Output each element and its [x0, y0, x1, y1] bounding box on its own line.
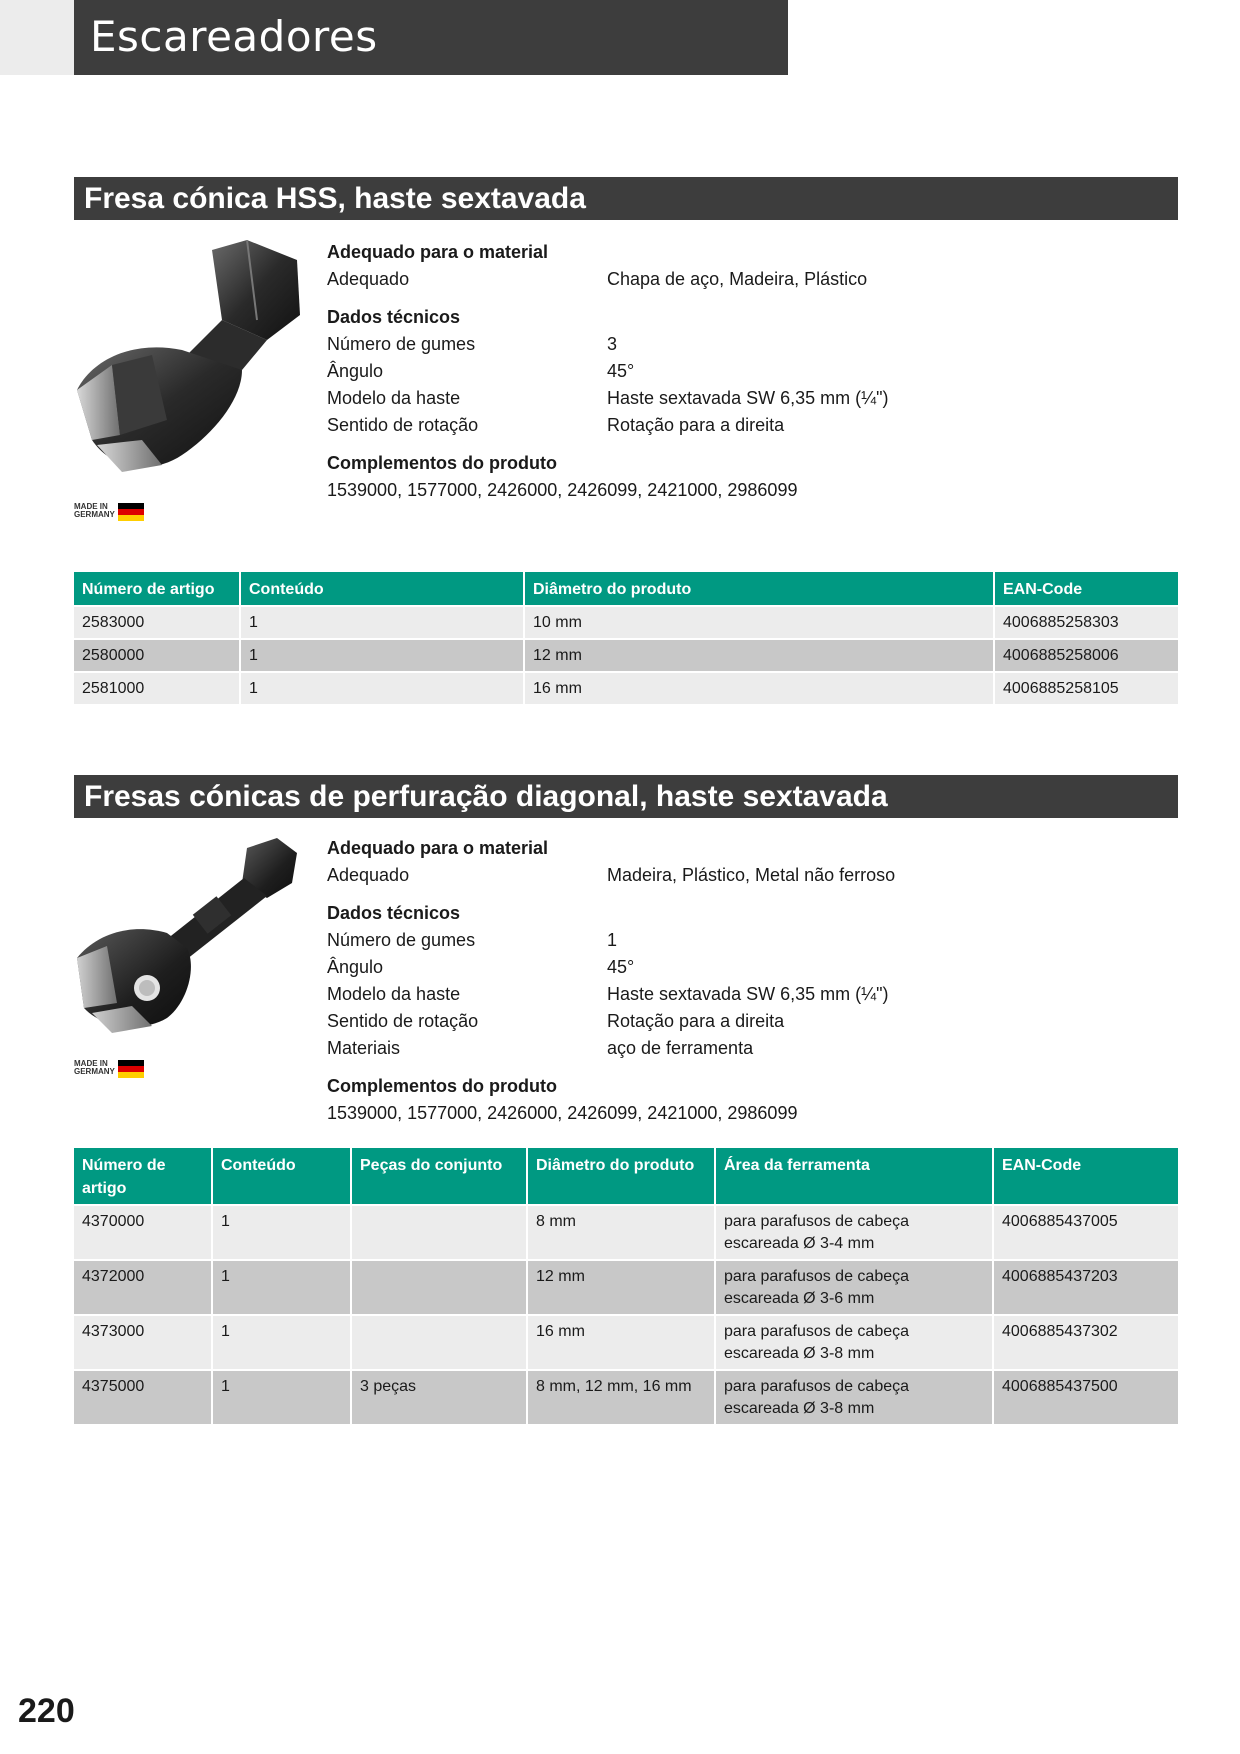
cell: 8 mm, 12 mm, 16 mm	[527, 1370, 715, 1424]
col-article-number: Número de artigo	[74, 1148, 212, 1205]
spec-label: Número de gumes	[327, 334, 476, 354]
material-heading: Adequado para o material	[327, 838, 549, 858]
made-in-germany-label-1: MADE IN GERMANY	[74, 502, 115, 519]
cell: 3 peças	[351, 1370, 527, 1424]
cell: 4006885258303	[994, 606, 1178, 639]
cell: 4370000	[74, 1205, 212, 1260]
col-content: Conteúdo	[240, 572, 524, 606]
cell: 1	[240, 606, 524, 639]
cell: 4006885258105	[994, 672, 1178, 704]
cell	[351, 1205, 527, 1260]
cell: 4375000	[74, 1370, 212, 1424]
cell: 2580000	[74, 639, 240, 672]
col-tool-area: Área da ferramenta	[715, 1148, 993, 1205]
spec-row	[327, 331, 889, 358]
spec-value: Rotação para a direita	[607, 415, 785, 435]
cell: 2583000	[74, 606, 240, 639]
section-2-table	[74, 1148, 1178, 1424]
made-in-germany-label-2: MADE IN GERMANY	[74, 1059, 115, 1076]
spec-row	[327, 954, 895, 981]
spec-row	[327, 385, 889, 412]
countersink-hss-image	[72, 240, 302, 480]
complements-heading: Complementos do produto	[327, 453, 557, 473]
spec-row	[327, 358, 889, 385]
spec-label: Modelo da haste	[327, 984, 461, 1004]
complements-heading: Complementos do produto	[327, 1076, 557, 1096]
section-1-table	[74, 572, 1178, 704]
spec-value: Madeira, Plástico, Metal não ferroso	[607, 865, 896, 885]
cell	[351, 1260, 527, 1315]
complements-list: 1539000, 1577000, 2426000, 2426099, 2421000, 2986099	[327, 1103, 798, 1123]
germany-flag-icon	[118, 503, 144, 521]
cell: 16 mm	[527, 1315, 715, 1370]
spec-row	[327, 1035, 895, 1062]
cell: 1	[212, 1205, 351, 1260]
cell: 1	[212, 1260, 351, 1315]
spec-value: aço de ferramenta	[607, 1038, 754, 1058]
col-ean: EAN-Code	[993, 1148, 1178, 1205]
spec-value: 45°	[607, 957, 635, 977]
spec-row	[327, 981, 895, 1008]
cell: 4006885437203	[993, 1260, 1178, 1315]
spec-row	[327, 1008, 895, 1035]
spec-label: Sentido de rotação	[327, 1011, 479, 1031]
spec-row	[327, 862, 895, 889]
tech-heading: Dados técnicos	[327, 307, 461, 327]
cell: 12 mm	[524, 639, 994, 672]
cell: para parafusos de cabeça escareada Ø 3-8 mm	[715, 1370, 993, 1424]
section-1-title: Fresa cónica HSS, haste sextavada	[74, 177, 1178, 220]
cell: 1	[240, 672, 524, 704]
chapter-title: Escareadores	[74, 0, 788, 75]
cell: 1	[212, 1315, 351, 1370]
col-diameter: Diâmetro do produto	[524, 572, 994, 606]
spec-row	[327, 266, 889, 293]
spec-label: Modelo da haste	[327, 388, 461, 408]
table-row	[74, 1260, 1178, 1315]
cell: 10 mm	[524, 606, 994, 639]
col-ean: EAN-Code	[994, 572, 1178, 606]
corner-tab	[0, 0, 74, 75]
spec-value: Rotação para a direita	[607, 1011, 785, 1031]
section-2-specs	[327, 835, 895, 1127]
cell: 4373000	[74, 1315, 212, 1370]
page-number: 220	[18, 1692, 75, 1730]
spec-label: Sentido de rotação	[327, 415, 479, 435]
cell: 16 mm	[524, 672, 994, 704]
section-2-title: Fresas cónicas de perfuração diagonal, haste sextavada	[74, 775, 1178, 818]
col-set-pieces: Peças do conjunto	[351, 1148, 527, 1205]
spec-row	[327, 927, 895, 954]
table-header-row	[74, 572, 1178, 606]
spec-label: Adequado	[327, 269, 410, 289]
germany-flag-icon	[118, 1060, 144, 1078]
cell: 4006885437302	[993, 1315, 1178, 1370]
col-article-number: Número de artigo	[74, 572, 240, 606]
cell: 4006885437005	[993, 1205, 1178, 1260]
cell: 8 mm	[527, 1205, 715, 1260]
tech-heading: Dados técnicos	[327, 903, 461, 923]
spec-value: 1	[607, 930, 618, 950]
spec-value: Haste sextavada SW 6,35 mm (¼")	[607, 984, 889, 1004]
spec-label: Adequado	[327, 865, 410, 885]
spec-value: Haste sextavada SW 6,35 mm (¼")	[607, 388, 889, 408]
table-header-row	[74, 1148, 1178, 1205]
cell: 2581000	[74, 672, 240, 704]
cell: 1	[240, 639, 524, 672]
col-diameter: Diâmetro do produto	[527, 1148, 715, 1205]
spec-label: Número de gumes	[327, 930, 476, 950]
spec-value: Chapa de aço, Madeira, Plástico	[607, 269, 868, 289]
cell: para parafusos de cabeça escareada Ø 3-8 mm	[715, 1315, 993, 1370]
spec-label: Ângulo	[327, 957, 384, 977]
col-content: Conteúdo	[212, 1148, 351, 1205]
complements-list: 1539000, 1577000, 2426000, 2426099, 2421000, 2986099	[327, 480, 798, 500]
cell: 4006885437500	[993, 1370, 1178, 1424]
countersink-cross-hole-image	[72, 838, 302, 1038]
table-row	[74, 639, 1178, 672]
table-row	[74, 1370, 1178, 1424]
spec-label: Materiais	[327, 1038, 401, 1058]
section-1-specs	[327, 239, 889, 504]
spec-value: 45°	[607, 361, 635, 381]
material-heading: Adequado para o material	[327, 242, 549, 262]
cell: para parafusos de cabeça escareada Ø 3-4 mm	[715, 1205, 993, 1260]
table-row	[74, 1205, 1178, 1260]
cell: 4006885258006	[994, 639, 1178, 672]
cell: para parafusos de cabeça escareada Ø 3-6 mm	[715, 1260, 993, 1315]
table-row	[74, 606, 1178, 639]
spec-value: 3	[607, 334, 618, 354]
table-row	[74, 672, 1178, 704]
cell: 1	[212, 1370, 351, 1424]
cell: 4372000	[74, 1260, 212, 1315]
table-row	[74, 1315, 1178, 1370]
cell	[351, 1315, 527, 1370]
spec-label: Ângulo	[327, 361, 384, 381]
cell: 12 mm	[527, 1260, 715, 1315]
spec-row	[327, 412, 889, 439]
